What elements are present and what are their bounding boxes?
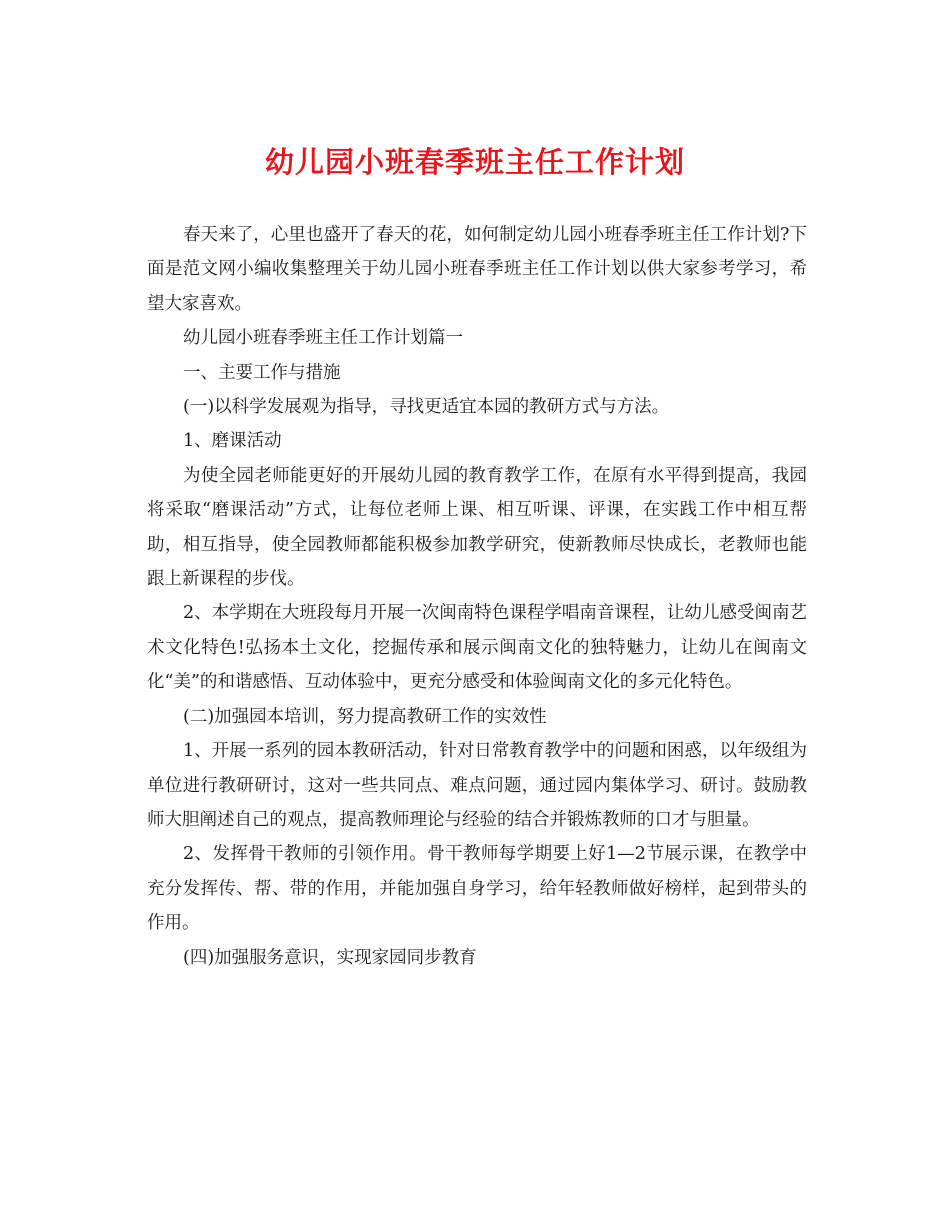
plan-subtitle: 幼儿园小班春季班主任工作计划篇一 — [183, 328, 463, 349]
body-paragraph: 2、发挥骨干教师的引领作用。骨干教师每学期要上好1—2节展示课，在教学中充分发挥传、帮、带的作用，并能加强自身学习，给年轻教师做好榜样，起到带头的作用。 — [147, 844, 807, 934]
body-paragraph: 为使全园老师能更好的开展幼儿园的教育教学工作，在原有水平得到提高，我园将采取“磨课活动”方式，让每位老师上课、相互听课、评课，在实践工作中相互帮助，相互指导，使全园教师都能积极参加教学研究，使新教师尽快成长，老教师也能跟上新课程的步伐。 — [147, 465, 807, 590]
body-paragraph: 1、开展一系列的园本教研活动，针对日常教育教学中的问题和困惑，以年级组为单位进行教研研讨，这对一些共同点、难点问题，通过园内集体学习、研讨。鼓励教师大胆阐述自己的观点，提高教师理论与经验的结合并锻炼教师的口才与胆量。 — [147, 741, 807, 830]
document-body — [147, 218, 807, 975]
item-heading-lesson-polishing: 1、磨课活动 — [183, 431, 282, 452]
intro-paragraph: 春天来了，心里也盛开了春天的花，如何制定幼儿园小班春季班主任工作计划?下面是范文网小编收集整理关于幼儿园小班春季班主任工作计划以供大家参考学习，希望大家喜欢。 — [147, 225, 807, 314]
subsection-heading-2: (二)加强园本培训，努力提高教研工作的实效性 — [183, 706, 547, 727]
body-paragraph: 2、本学期在大班段每月开展一次闽南特色课程学唱南音课程，让幼儿感受闽南艺术文化特色!弘扬本土文化，挖掘传承和展示闽南文化的独特魅力，让幼儿在闽南文化“美”的和谐感悟、互动体验中，更充分感受和体验闽南文化的多元化特色。 — [147, 603, 807, 693]
subsection-heading-4: (四)加强服务意识，实现家园同步教育 — [183, 947, 477, 968]
subsection-heading-1: (一)以科学发展观为指导，寻找更适宜本园的教研方式与方法。 — [183, 397, 670, 418]
document-title: 幼儿园小班春季班主任工作计划 — [264, 145, 685, 179]
section-heading-1: 一、主要工作与措施 — [183, 362, 341, 383]
